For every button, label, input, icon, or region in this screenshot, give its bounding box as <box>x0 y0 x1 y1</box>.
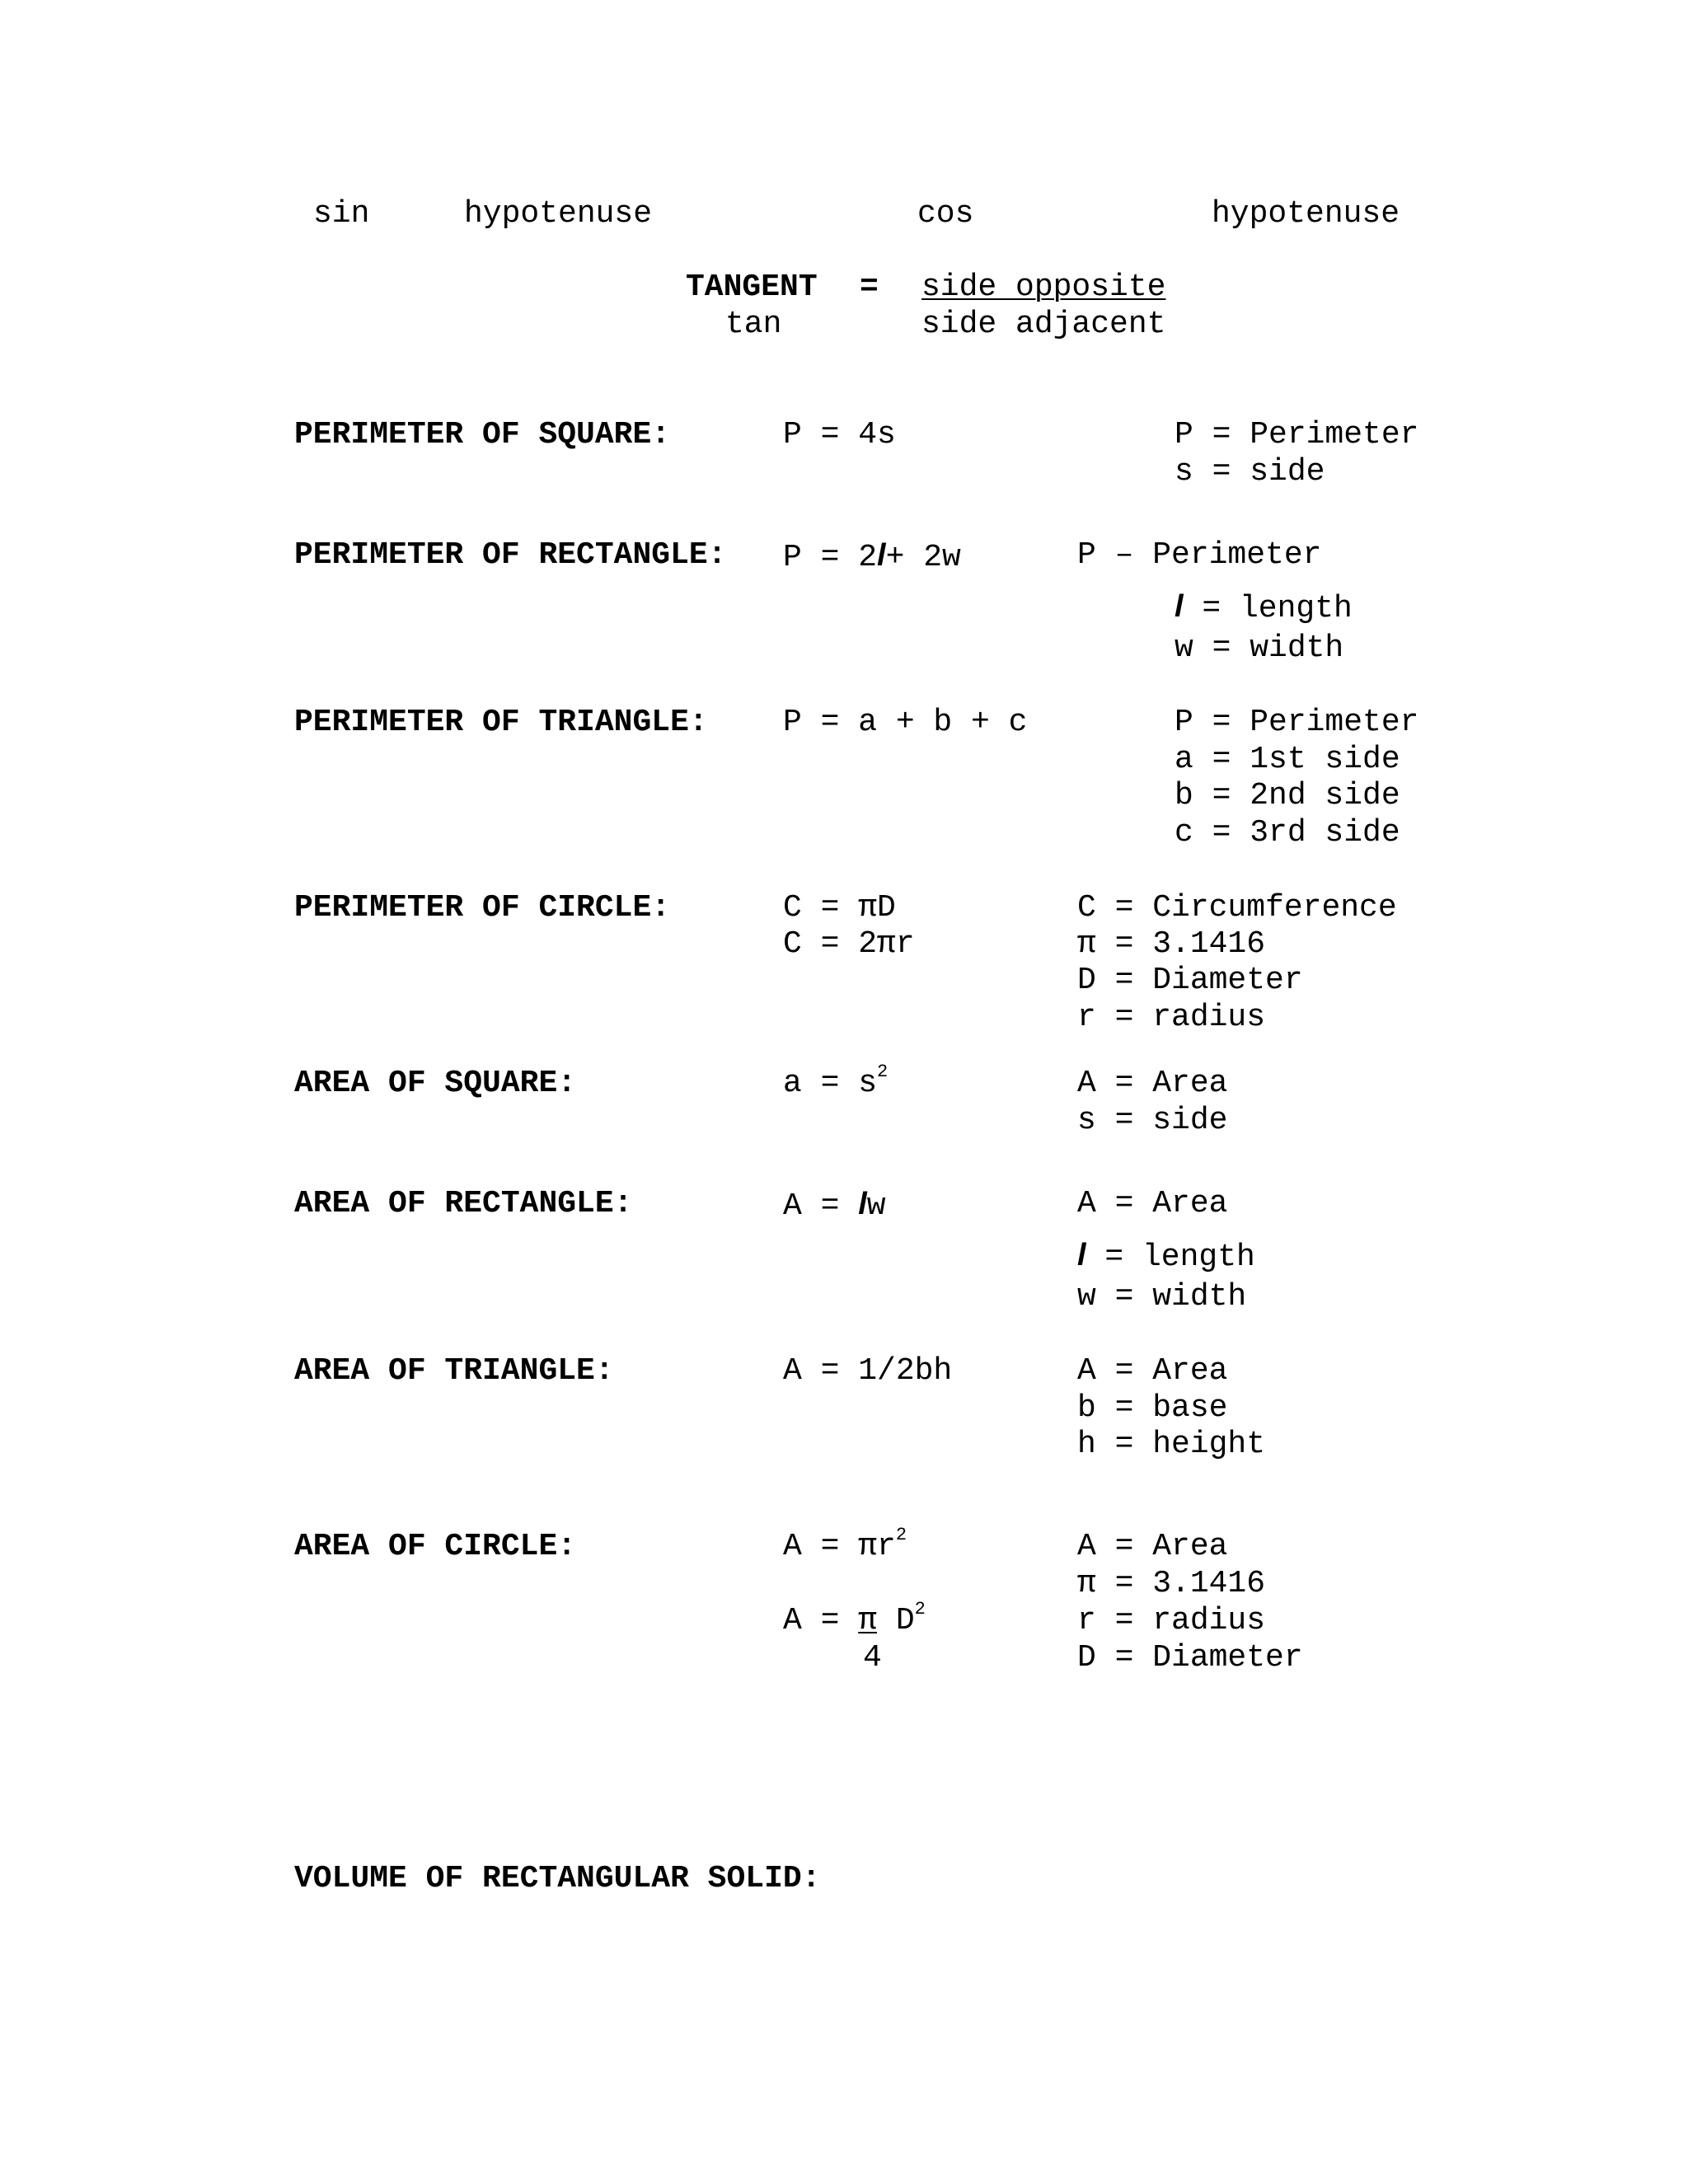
tangent-equals: = <box>860 269 879 305</box>
volume-rectangular-solid-title: VOLUME OF RECTANGULAR SOLID: <box>294 1861 821 1896</box>
area-triangle-def: A = Area <box>1077 1353 1228 1389</box>
area-rectangle-formula: A = lw <box>783 1187 886 1224</box>
area-circle-formula: $A = \pi r^2$ <box>783 1525 907 1564</box>
area-rectangle-def: l = length <box>1077 1238 1255 1275</box>
area-triangle-formula: A = 1/2bh <box>783 1353 953 1389</box>
area-circle-formula-diameter: A = π $D^2$ <box>783 1599 926 1638</box>
length-symbol: l <box>1077 1238 1086 1272</box>
pi-numerator: π <box>858 1603 878 1638</box>
sin-label: sin <box>313 196 370 232</box>
area-circle-def: π = 3.1416 <box>1077 1566 1266 1601</box>
perimeter-triangle-formula: P = a + b + c <box>783 705 1028 740</box>
length-symbol: l <box>877 538 886 573</box>
area-rectangle-def: A = Area <box>1077 1186 1228 1221</box>
perimeter-rectangle-def: w = width <box>1175 630 1344 666</box>
area-circle-def: A = Area <box>1077 1529 1228 1564</box>
perimeter-rectangle-def: l = length <box>1175 589 1353 626</box>
perimeter-circle-def: D = Diameter <box>1077 963 1303 998</box>
length-symbol: l <box>858 1187 867 1221</box>
length-symbol: l <box>1175 589 1184 624</box>
perimeter-circle-formula: C = πD <box>783 890 896 926</box>
area-square-def: s = side <box>1077 1103 1228 1138</box>
area-triangle-def: h = height <box>1077 1427 1266 1462</box>
area-circle-def: r = radius <box>1077 1603 1266 1638</box>
tangent-label: TANGENT <box>686 269 818 305</box>
tangent-numerator: side opposite <box>921 269 1166 305</box>
cos-label: cos <box>917 196 974 232</box>
perimeter-square-def: s = side <box>1175 454 1325 490</box>
area-circle-def: D = Diameter <box>1077 1640 1303 1675</box>
perimeter-square-def: P = Perimeter <box>1175 417 1419 452</box>
perimeter-rectangle-formula: P = 2l+ 2w <box>783 538 961 575</box>
tan-abbr: tan <box>725 307 782 342</box>
area-circle-denominator: 4 <box>863 1640 882 1675</box>
perimeter-circle-title: PERIMETER OF CIRCLE: <box>294 890 671 926</box>
perimeter-triangle-def: b = 2nd side <box>1175 778 1400 813</box>
perimeter-rectangle-title: PERIMETER OF RECTANGLE: <box>294 537 727 573</box>
area-square-formula: $a = s^2$ <box>783 1062 889 1101</box>
area-square-def: A = Area <box>1077 1066 1228 1101</box>
hypotenuse-label-right: hypotenuse <box>1212 196 1400 232</box>
perimeter-rectangle-def: P – Perimeter <box>1077 537 1322 573</box>
area-circle-title: AREA OF CIRCLE: <box>294 1529 577 1564</box>
perimeter-triangle-def: P = Perimeter <box>1175 705 1419 740</box>
perimeter-circle-def: π = 3.1416 <box>1077 926 1266 962</box>
perimeter-circle-formula: C = 2πr <box>783 926 915 962</box>
tangent-denominator: side adjacent <box>921 307 1166 342</box>
perimeter-triangle-def: c = 3rd side <box>1175 815 1400 851</box>
perimeter-circle-def: C = Circumference <box>1077 890 1397 926</box>
hypotenuse-label-left: hypotenuse <box>464 196 653 232</box>
perimeter-triangle-def: a = 1st side <box>1175 742 1400 777</box>
perimeter-triangle-title: PERIMETER OF TRIANGLE: <box>294 705 708 740</box>
area-rectangle-title: AREA OF RECTANGLE: <box>294 1186 633 1221</box>
perimeter-square-title: PERIMETER OF SQUARE: <box>294 417 671 452</box>
area-triangle-title: AREA OF TRIANGLE: <box>294 1353 614 1389</box>
area-square-title: AREA OF SQUARE: <box>294 1066 577 1101</box>
area-triangle-def: b = base <box>1077 1390 1228 1426</box>
perimeter-square-formula: P = 4s <box>783 417 896 452</box>
area-rectangle-def: w = width <box>1077 1279 1247 1315</box>
perimeter-circle-def: r = radius <box>1077 1000 1266 1035</box>
